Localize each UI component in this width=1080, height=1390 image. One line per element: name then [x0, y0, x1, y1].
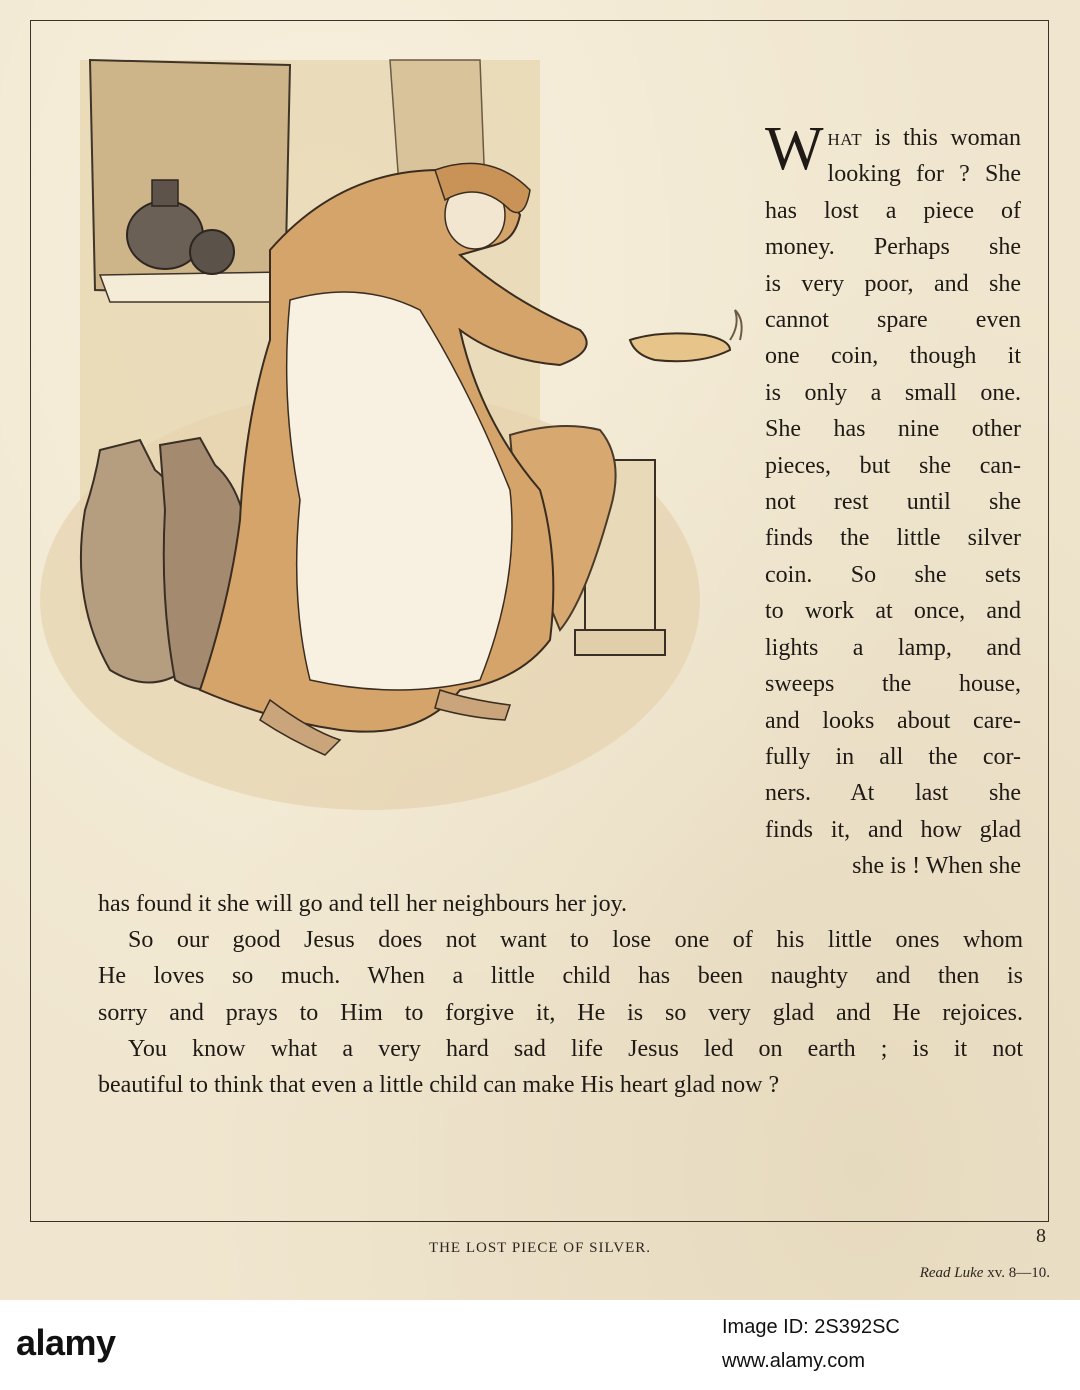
side-line: cannot spare even	[765, 307, 1021, 334]
paragraph-2-line: sorry and prays to Him to forgive it, He is so very glad and He rejoices.	[98, 999, 1023, 1026]
side-text-column	[765, 115, 1021, 885]
side-line: pieces, but she can-	[765, 452, 1021, 479]
side-line: and looks about care-	[765, 707, 1021, 734]
bottom-text-block	[98, 886, 1023, 1103]
paragraph-2-line: He loves so much. When a little child has been naughty and then is	[98, 963, 1023, 990]
side-line: sweeps the house,	[765, 671, 1021, 698]
side-line: finds it, and how glad	[765, 816, 1021, 843]
small-caps-word: hat	[827, 125, 863, 151]
stock-footer	[0, 1300, 1080, 1390]
paragraph-2-line: So our good Jesus does not want to lose one of his little ones whom	[128, 927, 1023, 954]
site-url-label: www.alamy.com	[722, 1350, 865, 1372]
side-line: has lost a piece of	[765, 197, 1021, 224]
side-line: finds the little silver	[765, 525, 1021, 552]
first-line-rest: is this woman	[862, 125, 1021, 151]
side-line: to work at once, and	[765, 598, 1021, 625]
oil-lamp	[630, 310, 742, 361]
side-line: one coin, though it	[765, 343, 1021, 370]
alamy-logo: alamy	[16, 1322, 116, 1363]
drop-cap: W	[765, 115, 824, 183]
scripture-reference	[920, 1265, 1050, 1282]
reference-italic: Read Luke	[919, 1265, 984, 1281]
paragraph-3-line: beautiful to think that even a little child can make His heart glad now ?	[98, 1072, 780, 1099]
side-line: money. Perhaps she	[765, 234, 1021, 261]
side-line: not rest until she	[765, 489, 1021, 516]
side-line: looking for ? She	[827, 161, 1021, 188]
page-number: 8	[1036, 1225, 1046, 1247]
woman-searching-illustration	[40, 40, 750, 830]
side-line: is only a small one.	[765, 379, 1021, 406]
side-line: ners. At last she	[765, 780, 1021, 807]
side-line: lights a lamp, and	[765, 634, 1021, 661]
paragraph-1-continuation: has found it she will go and tell her neighbours her joy.	[98, 891, 628, 917]
image-id-label: Image ID: 2S392SC	[722, 1316, 900, 1338]
side-line: is very poor, and she	[765, 270, 1021, 297]
side-line: fully in all the cor-	[765, 743, 1021, 770]
side-line: She has nine other	[765, 416, 1021, 443]
side-line: coin. So she sets	[765, 561, 1021, 588]
side-line: she is ! When she	[852, 853, 1021, 880]
reference-rest: xv. 8—10.	[983, 1265, 1050, 1281]
illustration-caption: THE LOST PIECE OF SILVER.	[428, 1240, 652, 1256]
paragraph-3-line: You know what a very hard sad life Jesus led on earth ; is it not	[128, 1035, 1023, 1062]
